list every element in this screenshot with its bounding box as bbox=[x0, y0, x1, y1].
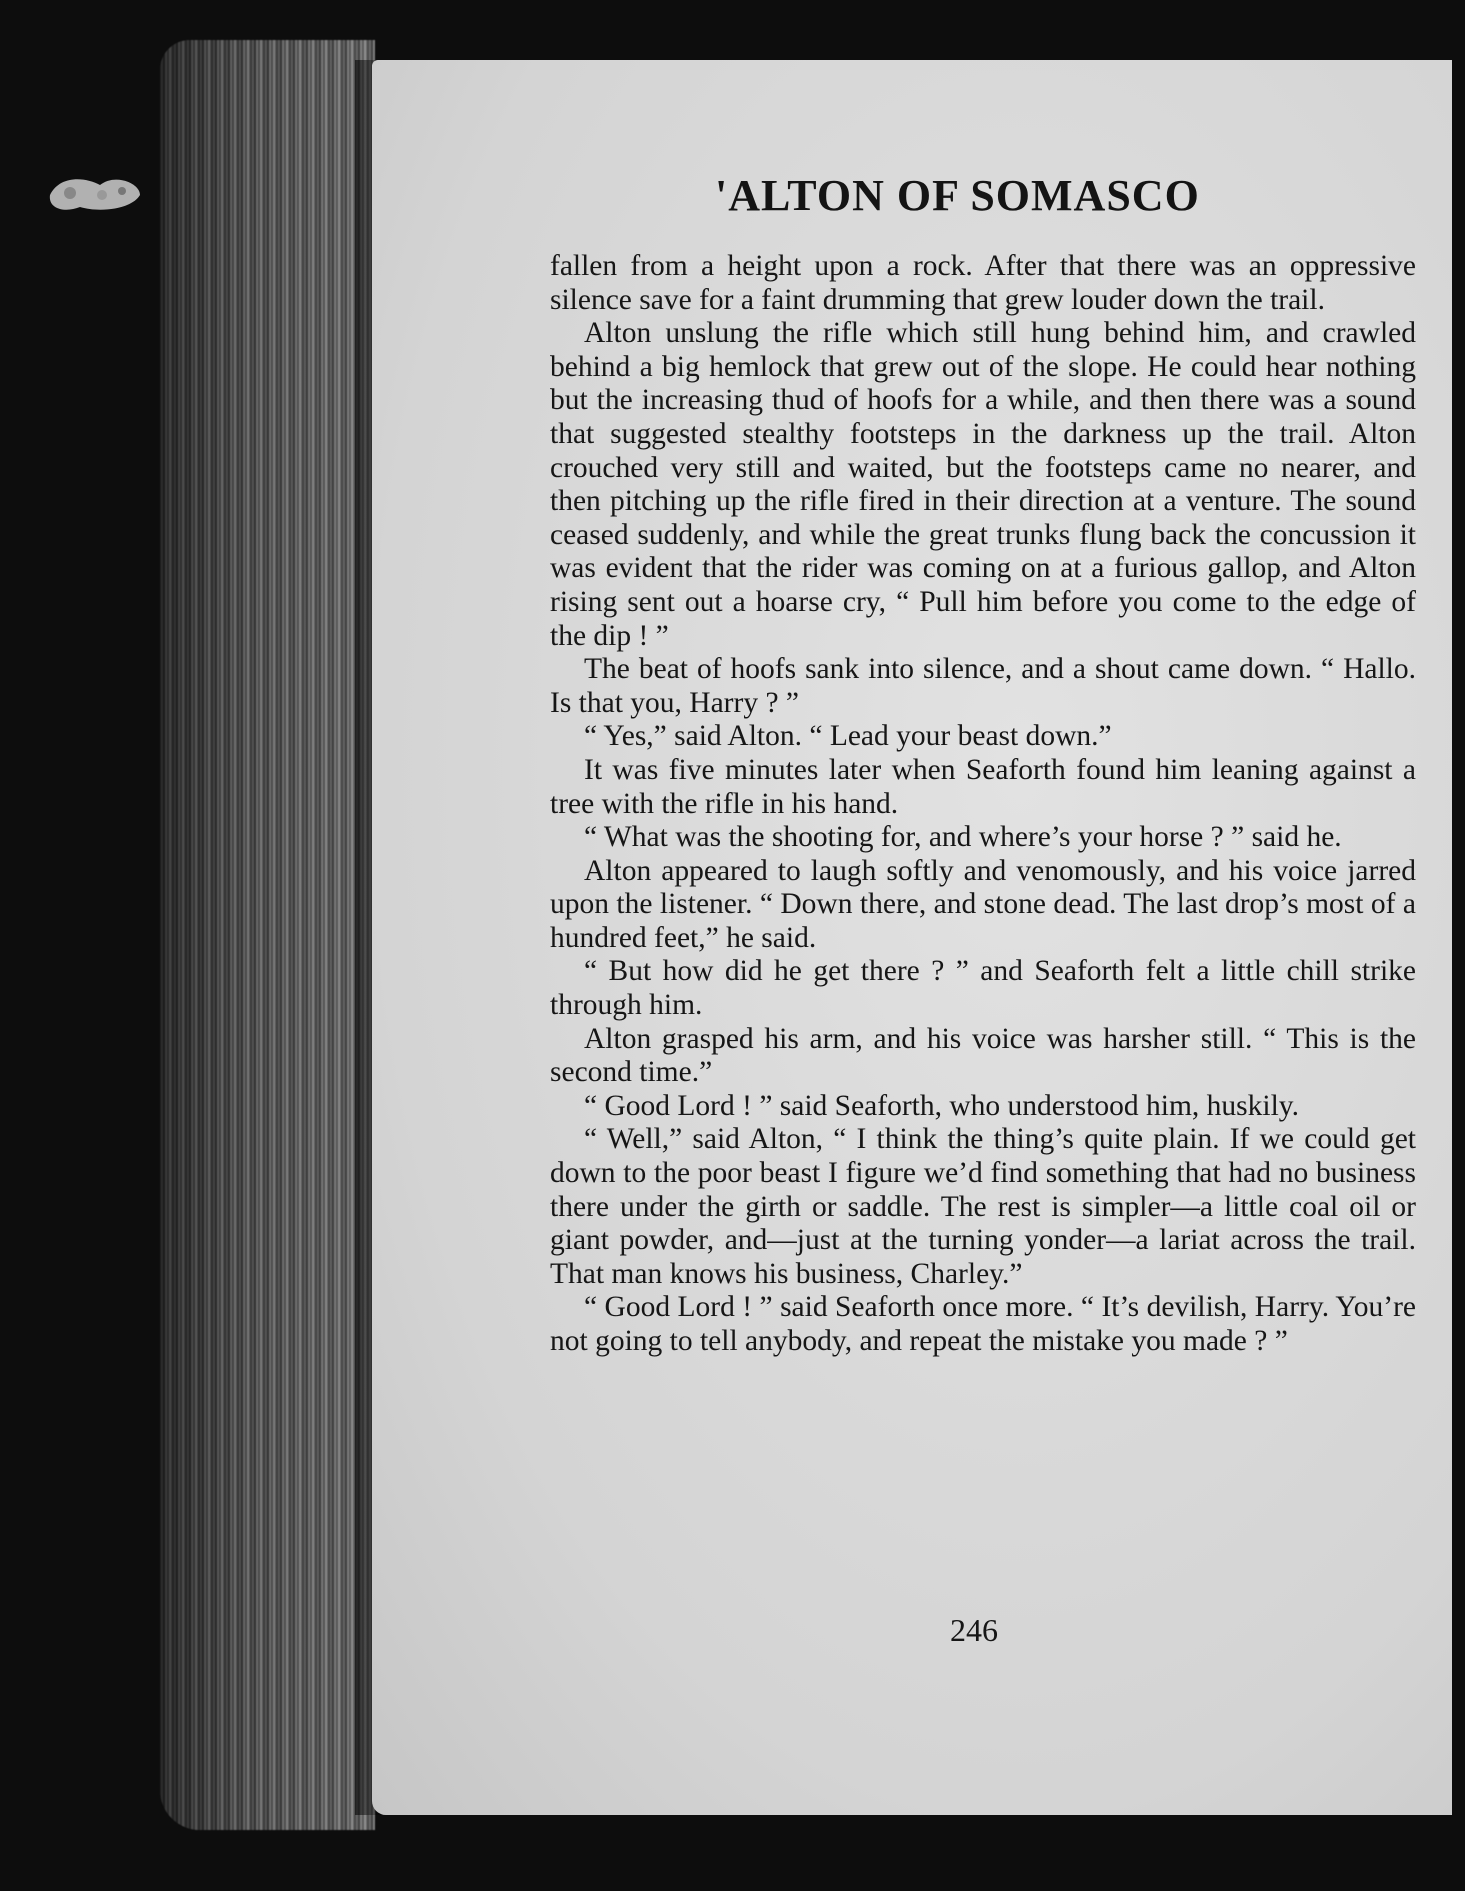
paragraph-7: Alton appeared to laugh softly and venomously, and his voice jarred upon the listener. “ Down there, and stone dead. The last drop’s most of a hundred feet,” he said. bbox=[550, 854, 1416, 954]
paragraph-3: The beat of hoofs sank into silence, and a shout came down. “ Hallo. Is that you, Harry ? ” bbox=[550, 653, 1416, 719]
paragraph-10: “ Good Lord ! ” said Seaforth, who understood him, huskily. bbox=[584, 1089, 1299, 1122]
body-text bbox=[550, 250, 1416, 1359]
paragraph-9: Alton grasped his arm, and his voice was harsher still. “ This is the second time.” bbox=[550, 1022, 1416, 1089]
paragraph-5: It was five minutes later when Seaforth found him leaning against a tree with the rifle in his hand. bbox=[550, 753, 1416, 820]
paper-debris-mark bbox=[40, 165, 150, 220]
paragraph-6: “ What was the shooting for, and where’s your horse ? ” said he. bbox=[584, 821, 1342, 854]
paragraph-4: “ Yes,” said Alton. “ Lead your beast down.” bbox=[584, 720, 1112, 753]
running-head: 'ALTON OF SOMASCO bbox=[715, 171, 1200, 220]
paragraph-8: “ But how did he get there ? ” and Seaforth felt a little chill strike through him. bbox=[550, 955, 1416, 1022]
paragraph-2: Alton unslung the rifle which still hung behind him, and crawled behind a big hemlock that grew out of the slope. He could hear nothing but the increasing thud of hoofs for a while, and then there was a sound that suggested stealthy footsteps in the darkness up the trail. Alton crouched very still and waited, but the footsteps came no nearer, and then pitching up the rifle fired in their direction at a venture. The sound ceased suddenly, and while the great trunks flung back the concussion it was evident that the rider was coming on at a furious gallop, and Alton rising sent out a hoarse cry, “ Pull him before you come to the edge of the dip ! ” bbox=[550, 317, 1416, 652]
paragraph-12: “ Good Lord ! ” said Seaforth once more. “ It’s devilish, Harry. You’re not going to tell anybody, and repeat the mistake you made ? ” bbox=[550, 1291, 1416, 1357]
paragraph-1: fallen from a height upon a rock. After that there was an oppressive silence save for a faint drumming that grew louder down the trail. bbox=[550, 250, 1416, 316]
page-number: 246 bbox=[950, 1612, 998, 1648]
book-page-edges bbox=[160, 40, 375, 1830]
paragraph-11: “ Well,” said Alton, “ I think the thing’s quite plain. If we could get down to the poor beast I figure we’d find something that had no business there under the girth or saddle. The rest is simpler—a little coal oil or giant powder, and—just at the turning yonder—a lariat across the trail. That man knows his business, Charley.” bbox=[550, 1123, 1416, 1290]
